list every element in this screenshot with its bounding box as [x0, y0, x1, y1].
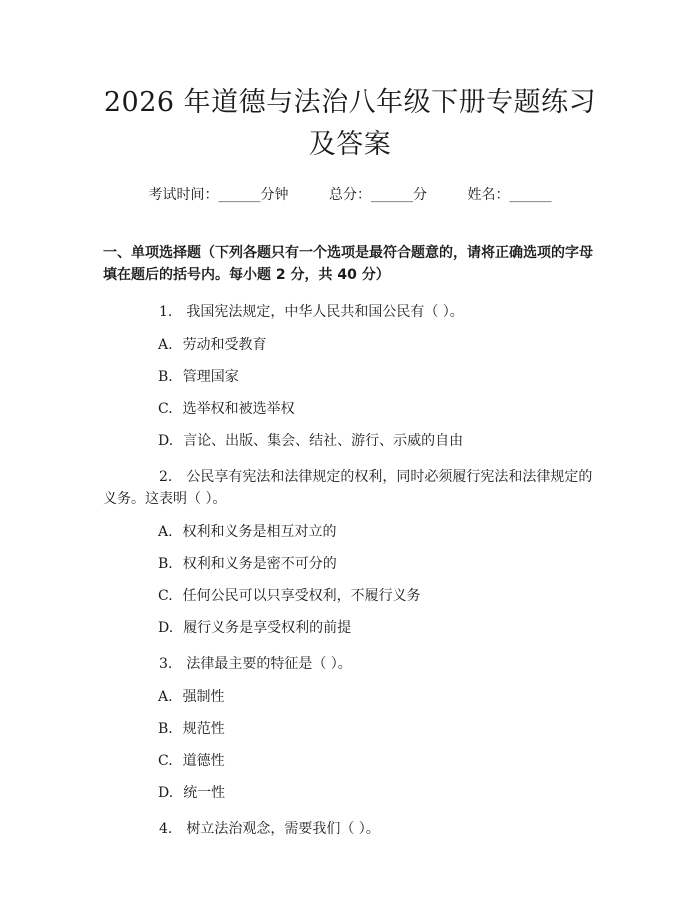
option-item [103, 399, 597, 419]
question-item [103, 818, 597, 840]
question-item [103, 301, 597, 451]
question-text: 树立法治观念，需要我们（ ）。 [186, 821, 380, 837]
document-title: 2026 年道德与法治八年级下册专题练习及答案 [103, 87, 597, 160]
option-letter: B. [158, 369, 173, 385]
question-item [103, 466, 597, 638]
option-text: 管理国家 [182, 369, 239, 385]
option-text: 权利和义务是密不可分的 [182, 556, 337, 572]
option-letter: B. [158, 556, 173, 572]
option-text: 道德性 [182, 753, 225, 769]
option-item [103, 335, 597, 355]
question-stem [103, 653, 597, 675]
option-text: 强制性 [182, 689, 225, 705]
student-name-field: 姓名：______ [467, 187, 552, 203]
option-text: 统一性 [183, 785, 226, 801]
option-text: 权利和义务是相互对立的 [182, 524, 337, 540]
question-stem [103, 466, 597, 510]
question-stem [103, 818, 597, 840]
option-item [103, 687, 597, 707]
question-text: 我国宪法规定，中华人民共和国公民有（ ）。 [186, 304, 464, 320]
question-number: 1. [159, 304, 173, 320]
question-number: 4. [159, 821, 173, 837]
question-number: 2. [159, 469, 173, 485]
section-heading: 一、单项选择题（下列各题只有一个选项是最符合题意的，请将正确选项的字母填在题后的括号内。每小题 2 分，共 40 分） [103, 245, 593, 283]
option-list [103, 687, 597, 803]
option-letter: B. [158, 721, 173, 737]
option-item [103, 586, 597, 606]
question-list [103, 301, 597, 840]
exam-info [103, 185, 597, 205]
question-stem [103, 301, 597, 323]
question-item [103, 653, 597, 803]
option-item [103, 783, 597, 803]
option-letter: D. [158, 433, 174, 449]
question-text: 法律最主要的特征是（ ）。 [186, 656, 352, 672]
option-letter: D. [158, 785, 174, 801]
option-text: 言论、出版、集会、结社、游行、示威的自由 [183, 433, 464, 449]
option-letter: A. [158, 689, 173, 705]
option-item [103, 522, 597, 542]
option-letter: A. [158, 524, 173, 540]
option-letter: C. [158, 588, 173, 604]
option-text: 劳动和受教育 [182, 337, 267, 353]
option-item [103, 618, 597, 638]
total-score-field: 总分：______分 [329, 187, 427, 203]
option-item [103, 367, 597, 387]
option-text: 规范性 [182, 721, 225, 737]
option-letter: D. [158, 620, 174, 636]
option-list [103, 335, 597, 451]
option-list [103, 522, 597, 638]
option-item [103, 751, 597, 771]
question-number: 3. [159, 656, 173, 672]
option-item [103, 719, 597, 739]
option-text: 选举权和被选举权 [182, 401, 295, 417]
question-text: 公民享有宪法和法律规定的权利，同时必须履行宪法和法律规定的义务。这表明（ ）。 [103, 469, 593, 507]
option-letter: A. [158, 337, 173, 353]
option-item [103, 554, 597, 574]
option-letter: C. [158, 753, 173, 769]
exam-time-field: 考试时间：______分钟 [148, 187, 289, 203]
option-text: 任何公民可以只享受权利，不履行义务 [182, 588, 421, 604]
option-text: 履行义务是享受权利的前提 [183, 620, 352, 636]
option-item [103, 431, 597, 451]
option-letter: C. [158, 401, 173, 417]
